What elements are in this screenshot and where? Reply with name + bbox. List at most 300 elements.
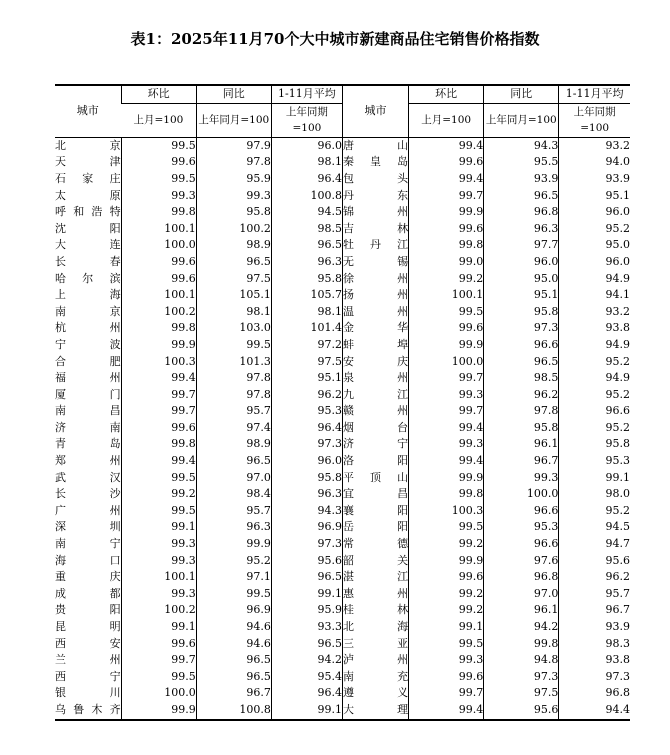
table-row <box>55 271 630 288</box>
ytd-value: 95.6 <box>559 553 630 570</box>
city-name: 唐山 <box>342 137 408 154</box>
mom-value: 99.3 <box>121 586 196 603</box>
city-header: 城市 <box>342 85 408 137</box>
mom-value: 99.6 <box>121 254 196 271</box>
city-name: 广州 <box>55 503 121 517</box>
ytd-value: 95.0 <box>559 237 630 254</box>
city-name: 无锡 <box>342 254 408 271</box>
ytd-value: 96.0 <box>271 137 342 154</box>
ytd-value: 96.5 <box>271 636 342 653</box>
mom-value: 99.6 <box>409 320 484 337</box>
mom-value: 99.3 <box>121 553 196 570</box>
table-row <box>55 652 630 669</box>
mom-value: 99.7 <box>409 370 484 387</box>
table-row <box>55 171 630 188</box>
ytd-value: 93.2 <box>559 304 630 321</box>
mom-value: 99.3 <box>409 387 484 404</box>
yoy-value: 97.9 <box>196 137 271 154</box>
ytd-value: 93.3 <box>271 619 342 636</box>
city-name: 九江 <box>342 387 408 404</box>
yoy-base-header: 上年同月=100 <box>196 103 271 137</box>
ytd-value: 95.2 <box>559 221 630 238</box>
ytd-value: 101.4 <box>271 320 342 337</box>
yoy-value: 94.8 <box>484 652 559 669</box>
yoy-value: 97.8 <box>196 154 271 171</box>
city-name: 长沙 <box>55 487 121 501</box>
ytd-value: 95.9 <box>271 602 342 619</box>
city-name: 杭州 <box>55 321 121 335</box>
mom-value: 99.8 <box>121 436 196 453</box>
yoy-value: 96.5 <box>196 453 271 470</box>
ytd-value: 95.2 <box>559 387 630 404</box>
yoy-value: 97.8 <box>196 370 271 387</box>
ytd-value: 96.0 <box>559 204 630 221</box>
city-name: 重庆 <box>55 570 121 584</box>
price-index-table <box>55 84 630 721</box>
ytd-value: 100.8 <box>271 188 342 205</box>
city-name: 洛阳 <box>342 453 408 470</box>
yoy-value: 96.1 <box>484 436 559 453</box>
mom-value: 100.2 <box>121 602 196 619</box>
city-name: 金华 <box>342 320 408 337</box>
ytd-value: 95.2 <box>559 420 630 437</box>
city-name: 太原 <box>55 188 121 202</box>
mom-value: 99.9 <box>409 204 484 221</box>
table-body <box>55 137 630 719</box>
ytd-value: 97.5 <box>271 354 342 371</box>
mom-value: 99.4 <box>409 420 484 437</box>
city-name: 南充 <box>342 669 408 686</box>
ytd-value: 93.9 <box>559 619 630 636</box>
mom-value: 99.1 <box>121 519 196 536</box>
ytd-value: 97.2 <box>271 337 342 354</box>
mom-value: 99.4 <box>409 702 484 720</box>
mom-base-header: 上月=100 <box>121 103 196 137</box>
yoy-value: 97.5 <box>484 685 559 702</box>
mom-value: 99.8 <box>409 486 484 503</box>
mom-value: 99.9 <box>121 702 196 720</box>
mom-value: 99.7 <box>409 188 484 205</box>
table-row <box>55 536 630 553</box>
mom-value: 99.3 <box>121 536 196 553</box>
yoy-value: 96.9 <box>196 602 271 619</box>
table-row <box>55 204 630 221</box>
mom-value: 99.9 <box>121 337 196 354</box>
ytd-value: 96.3 <box>271 254 342 271</box>
mom-value: 99.8 <box>121 320 196 337</box>
ytd-value: 99.1 <box>271 586 342 603</box>
mom-value: 99.8 <box>409 237 484 254</box>
mom-value: 99.1 <box>409 619 484 636</box>
yoy-value: 94.3 <box>484 137 559 154</box>
city-name: 深圳 <box>55 520 121 534</box>
city-name: 徐州 <box>342 271 408 288</box>
mom-value: 99.7 <box>409 685 484 702</box>
city-name: 上海 <box>55 288 121 302</box>
ytd-value: 94.7 <box>559 536 630 553</box>
table-row <box>55 387 630 404</box>
mom-value: 99.2 <box>409 586 484 603</box>
yoy-value: 96.5 <box>196 652 271 669</box>
mom-value: 99.5 <box>121 171 196 188</box>
yoy-value: 99.8 <box>484 636 559 653</box>
city-name: 常德 <box>342 536 408 553</box>
city-name: 南京 <box>55 304 121 318</box>
yoy-value: 96.7 <box>196 685 271 702</box>
table-row <box>55 287 630 304</box>
table-row <box>55 685 630 702</box>
ytd-value: 96.0 <box>559 254 630 271</box>
mom-value: 100.1 <box>409 287 484 304</box>
mom-value: 99.6 <box>409 569 484 586</box>
table-row <box>55 320 630 337</box>
city-name: 湛江 <box>342 569 408 586</box>
table-row <box>55 436 630 453</box>
mom-value: 99.5 <box>409 519 484 536</box>
mom-value: 99.9 <box>409 470 484 487</box>
mom-value: 99.6 <box>121 271 196 288</box>
city-name: 呼和浩特 <box>55 205 121 219</box>
mom-value: 99.0 <box>409 254 484 271</box>
yoy-value: 93.9 <box>484 171 559 188</box>
ytd-header: 1-11月平均 <box>271 85 342 103</box>
table-row <box>55 553 630 570</box>
mom-value: 99.6 <box>409 154 484 171</box>
city-name: 扬州 <box>342 287 408 304</box>
city-name: 北京 <box>55 138 121 152</box>
ytd-value: 96.8 <box>559 685 630 702</box>
city-name: 西宁 <box>55 669 121 683</box>
mom-value: 99.4 <box>409 171 484 188</box>
ytd-value: 94.4 <box>559 702 630 720</box>
mom-value: 99.1 <box>121 619 196 636</box>
city-name: 南昌 <box>55 404 121 418</box>
table-row <box>55 519 630 536</box>
mom-value: 99.5 <box>409 636 484 653</box>
ytd-value: 96.2 <box>559 569 630 586</box>
ytd-value: 95.8 <box>271 470 342 487</box>
ytd-value: 95.6 <box>271 553 342 570</box>
yoy-value: 94.2 <box>484 619 559 636</box>
city-name: 锦州 <box>342 204 408 221</box>
yoy-value: 96.5 <box>196 669 271 686</box>
city-name: 丹东 <box>342 188 408 205</box>
city-name: 合肥 <box>55 354 121 368</box>
mom-value: 99.7 <box>121 652 196 669</box>
city-name: 成都 <box>55 586 121 600</box>
table-title: 表1：2025年11月70个大中城市新建商品住宅销售价格指数 <box>130 30 540 48</box>
ytd-value: 94.3 <box>271 503 342 520</box>
yoy-value: 95.5 <box>484 154 559 171</box>
yoy-value: 97.8 <box>196 387 271 404</box>
ytd-value: 96.6 <box>559 403 630 420</box>
ytd-value: 94.5 <box>271 204 342 221</box>
yoy-base-header: 上年同月=100 <box>484 103 559 137</box>
table-row <box>55 470 630 487</box>
ytd-value: 93.9 <box>559 171 630 188</box>
table-row <box>55 569 630 586</box>
table-row <box>55 137 630 154</box>
yoy-value: 94.6 <box>196 636 271 653</box>
ytd-value: 96.5 <box>271 569 342 586</box>
yoy-value: 97.0 <box>484 586 559 603</box>
yoy-value: 98.1 <box>196 304 271 321</box>
city-name: 宜昌 <box>342 486 408 503</box>
yoy-value: 97.0 <box>196 470 271 487</box>
table-row <box>55 254 630 271</box>
city-name: 大连 <box>55 238 121 252</box>
table-row <box>55 453 630 470</box>
ytd-value: 95.7 <box>559 586 630 603</box>
yoy-value: 97.3 <box>484 669 559 686</box>
city-name: 乌鲁木齐 <box>55 702 121 720</box>
mom-header: 环比 <box>409 85 484 103</box>
city-name: 济宁 <box>342 436 408 453</box>
mom-value: 99.9 <box>409 553 484 570</box>
ytd-value: 97.3 <box>271 436 342 453</box>
city-name: 安庆 <box>342 354 408 371</box>
yoy-value: 96.6 <box>484 503 559 520</box>
mom-value: 99.7 <box>121 387 196 404</box>
city-name: 蚌埠 <box>342 337 408 354</box>
yoy-value: 97.8 <box>484 403 559 420</box>
table-row <box>55 669 630 686</box>
table-row <box>55 586 630 603</box>
ytd-value: 94.0 <box>559 154 630 171</box>
city-name: 赣州 <box>342 403 408 420</box>
mom-value: 99.5 <box>121 503 196 520</box>
ytd-value: 105.7 <box>271 287 342 304</box>
city-name: 惠州 <box>342 586 408 603</box>
city-name: 南宁 <box>55 537 121 551</box>
table-row <box>55 602 630 619</box>
ytd-value: 99.1 <box>271 702 342 720</box>
yoy-value: 96.5 <box>196 254 271 271</box>
mom-value: 99.4 <box>409 453 484 470</box>
mom-value: 100.0 <box>121 237 196 254</box>
yoy-value: 95.0 <box>484 271 559 288</box>
yoy-value: 95.3 <box>484 519 559 536</box>
ytd-value: 95.3 <box>271 403 342 420</box>
yoy-value: 99.5 <box>196 586 271 603</box>
ytd-value: 96.9 <box>271 519 342 536</box>
ytd-value: 93.8 <box>559 320 630 337</box>
mom-base-header: 上月=100 <box>409 103 484 137</box>
mom-value: 99.8 <box>121 204 196 221</box>
yoy-value: 97.5 <box>196 271 271 288</box>
table-row <box>55 188 630 205</box>
city-name: 兰州 <box>55 653 121 667</box>
mom-value: 99.9 <box>409 337 484 354</box>
ytd-value: 98.5 <box>271 221 342 238</box>
ytd-value: 95.2 <box>559 503 630 520</box>
yoy-value: 97.6 <box>484 553 559 570</box>
mom-value: 99.4 <box>121 453 196 470</box>
mom-value: 99.6 <box>121 154 196 171</box>
yoy-value: 96.1 <box>484 602 559 619</box>
city-name: 桂林 <box>342 602 408 619</box>
mom-value: 100.0 <box>409 354 484 371</box>
city-name: 遵义 <box>342 685 408 702</box>
ytd-value: 94.5 <box>559 519 630 536</box>
yoy-value: 100.0 <box>484 486 559 503</box>
yoy-value: 95.8 <box>484 304 559 321</box>
yoy-header: 同比 <box>196 85 271 103</box>
ytd-value: 96.5 <box>271 237 342 254</box>
yoy-value: 96.8 <box>484 204 559 221</box>
yoy-value: 95.8 <box>484 420 559 437</box>
yoy-value: 99.3 <box>196 188 271 205</box>
yoy-value: 103.0 <box>196 320 271 337</box>
mom-value: 99.6 <box>121 420 196 437</box>
yoy-value: 96.8 <box>484 569 559 586</box>
mom-value: 99.2 <box>409 602 484 619</box>
table-row <box>55 619 630 636</box>
yoy-value: 95.6 <box>484 702 559 720</box>
ytd-value: 95.8 <box>271 271 342 288</box>
mom-value: 99.2 <box>409 271 484 288</box>
mom-value: 99.4 <box>409 137 484 154</box>
yoy-value: 95.7 <box>196 403 271 420</box>
table-row <box>55 370 630 387</box>
table-row <box>55 503 630 520</box>
mom-value: 100.2 <box>121 304 196 321</box>
yoy-value: 97.1 <box>196 569 271 586</box>
yoy-value: 96.0 <box>484 254 559 271</box>
city-name: 石家庄 <box>55 171 121 185</box>
city-name: 哈尔滨 <box>55 271 121 285</box>
mom-value: 99.6 <box>121 636 196 653</box>
city-name: 三亚 <box>342 636 408 653</box>
table-row <box>55 237 630 254</box>
yoy-value: 95.9 <box>196 171 271 188</box>
ytd-value: 95.8 <box>559 436 630 453</box>
ytd-value: 95.3 <box>559 453 630 470</box>
city-name: 泸州 <box>342 652 408 669</box>
yoy-value: 98.9 <box>196 237 271 254</box>
yoy-value: 96.3 <box>484 221 559 238</box>
yoy-value: 99.9 <box>196 536 271 553</box>
ytd-base-header: 上年同期=100 <box>271 103 342 137</box>
yoy-value: 96.6 <box>484 337 559 354</box>
yoy-value: 96.7 <box>484 453 559 470</box>
city-name: 海口 <box>55 553 121 567</box>
table-row <box>55 486 630 503</box>
mom-value: 99.5 <box>121 137 196 154</box>
yoy-value: 94.6 <box>196 619 271 636</box>
city-name: 厦门 <box>55 387 121 401</box>
city-name: 银川 <box>55 686 121 700</box>
table-row <box>55 420 630 437</box>
ytd-value: 99.1 <box>559 470 630 487</box>
table-row <box>55 403 630 420</box>
yoy-value: 95.1 <box>484 287 559 304</box>
yoy-value: 95.8 <box>196 204 271 221</box>
city-name: 西安 <box>55 636 121 650</box>
ytd-value: 94.1 <box>559 287 630 304</box>
city-name: 包头 <box>342 171 408 188</box>
yoy-value: 100.2 <box>196 221 271 238</box>
mom-value: 99.3 <box>409 436 484 453</box>
ytd-value: 98.3 <box>559 636 630 653</box>
city-header: 城市 <box>55 85 121 137</box>
ytd-value: 95.2 <box>559 354 630 371</box>
city-name: 济南 <box>55 420 121 434</box>
yoy-value: 96.5 <box>484 354 559 371</box>
city-name: 青岛 <box>55 437 121 451</box>
yoy-value: 98.5 <box>484 370 559 387</box>
city-name: 襄阳 <box>342 503 408 520</box>
city-name: 大理 <box>342 702 408 720</box>
mom-value: 99.7 <box>409 403 484 420</box>
table-row <box>55 154 630 171</box>
ytd-value: 94.9 <box>559 370 630 387</box>
ytd-value: 97.3 <box>559 669 630 686</box>
yoy-value: 96.2 <box>484 387 559 404</box>
mom-value: 100.1 <box>121 287 196 304</box>
ytd-value: 98.1 <box>271 154 342 171</box>
mom-header: 环比 <box>121 85 196 103</box>
city-name: 长春 <box>55 254 121 268</box>
ytd-value: 94.9 <box>559 337 630 354</box>
city-name: 武汉 <box>55 470 121 484</box>
city-name: 泉州 <box>342 370 408 387</box>
mom-value: 100.1 <box>121 221 196 238</box>
ytd-value: 95.4 <box>271 669 342 686</box>
city-name: 岳阳 <box>342 519 408 536</box>
ytd-value: 96.2 <box>271 387 342 404</box>
ytd-value: 95.1 <box>271 370 342 387</box>
mom-value: 99.2 <box>121 486 196 503</box>
yoy-value: 105.1 <box>196 287 271 304</box>
city-name: 秦皇岛 <box>342 154 408 171</box>
yoy-value: 97.3 <box>484 320 559 337</box>
mom-value: 99.5 <box>409 304 484 321</box>
city-name: 牡丹江 <box>342 237 408 254</box>
mom-value: 99.5 <box>121 669 196 686</box>
yoy-value: 96.6 <box>484 536 559 553</box>
table-row <box>55 337 630 354</box>
ytd-value: 96.4 <box>271 420 342 437</box>
table-row <box>55 702 630 720</box>
table-row <box>55 354 630 371</box>
mom-value: 99.3 <box>121 188 196 205</box>
ytd-value: 93.2 <box>559 137 630 154</box>
yoy-value: 98.9 <box>196 436 271 453</box>
ytd-value: 95.1 <box>559 188 630 205</box>
mom-value: 100.0 <box>121 685 196 702</box>
ytd-value: 97.3 <box>271 536 342 553</box>
city-name: 郑州 <box>55 454 121 468</box>
yoy-value: 95.7 <box>196 503 271 520</box>
ytd-base-header: 上年同期=100 <box>559 103 630 137</box>
mom-value: 100.3 <box>121 354 196 371</box>
yoy-value: 100.8 <box>196 702 271 720</box>
ytd-value: 93.8 <box>559 652 630 669</box>
yoy-value: 97.4 <box>196 420 271 437</box>
city-name: 北海 <box>342 619 408 636</box>
city-name: 宁波 <box>55 337 121 351</box>
city-name: 昆明 <box>55 620 121 633</box>
city-name: 温州 <box>342 304 408 321</box>
yoy-value: 99.3 <box>484 470 559 487</box>
table-row <box>55 636 630 653</box>
mom-value: 99.6 <box>409 221 484 238</box>
yoy-value: 96.5 <box>484 188 559 205</box>
ytd-value: 96.3 <box>271 486 342 503</box>
ytd-value: 96.4 <box>271 171 342 188</box>
city-name: 平顶山 <box>342 470 408 487</box>
